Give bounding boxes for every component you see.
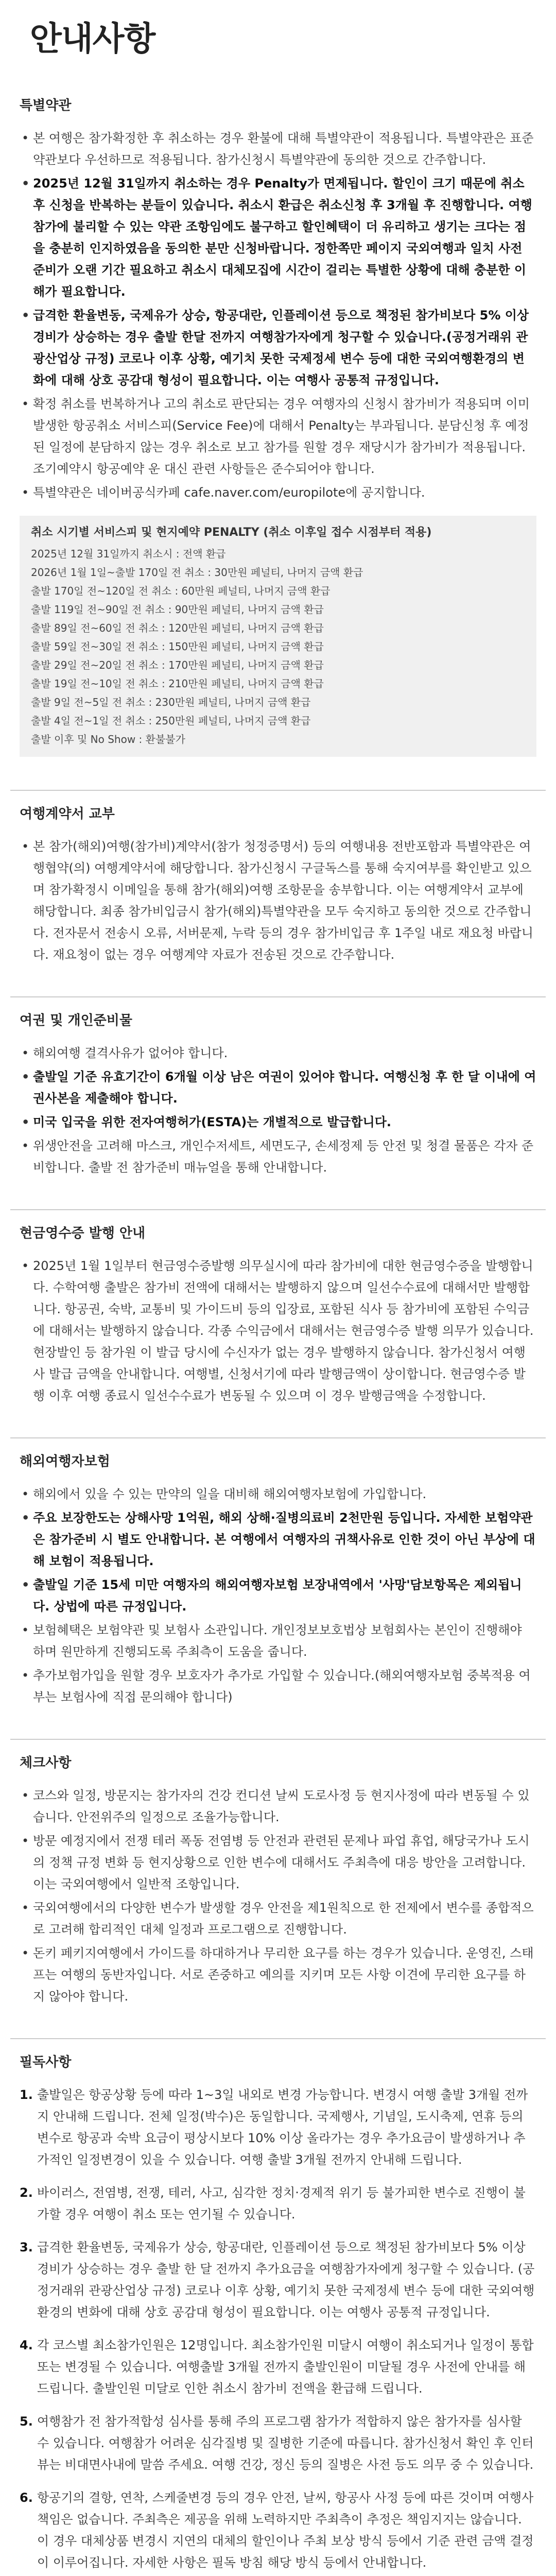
bullet-list [20, 1255, 536, 1406]
section-receipt [10, 1209, 546, 1423]
list-item: • 본 여행은 참가확정한 후 취소하는 경우 환불에 대해 특별약관이 적용됩니다. 특별약관은 표준약관보다 우선하므로 적용됩니다. 참가신청시 특별약관에 동의한 것으로 간주합니다. [20, 127, 536, 171]
list-item: • 출발일 기준 유효기간이 6개월 이상 남은 여권이 있어야 합니다. 여행신청 후 한 달 이내에 여권사본을 제출해야 합니다. [20, 1066, 536, 1109]
table-row: 출발 89일 전~60일 전 취소 : 120만원 페널티, 나머지 금액 환급 [31, 622, 324, 634]
list-item: 1. 출발일은 항공상황 등에 따라 1~3일 내외로 변경 가능합니다. 변경시 여행 출발 3개월 전까지 안내해 드립니다. 전체 일정(박수)은 동일합니다. 국제행사, 기념일, 도시축제, 연휴 등의 변수로 항공과 숙박 요금이 평상시보다 10% 이상 올라가는 경우 추가요금이 발생하거나 추가적인 일정변경이 있을 수 있습니다. 여행 출발 3개월 전까지 안내해 드립니다. [20, 2088, 528, 2167]
list-item: 5. 여행참가 전 참가적합성 심사를 통해 주의 프로그램 참가가 적합하지 않은 참가자를 심사할 수 있습니다. 여행참가 어려운 심각질병 및 질병한 기준에 따릅니다. 참가신청서 확인 후 인터뷰는 비대면사내에 말씀 주세요. 여행 건강, 정신 등의 질병은 사전 등도 의무 중 수 있습니다. [20, 2414, 534, 2472]
page-header [10, 10, 546, 62]
list-item: • 확정 취소를 번복하거나 고의 취소로 판단되는 경우 여행자의 신청시 참가비가 적용되며 이미 발생한 항공취소 서비스피(Service Fee)에 대해서 Penalty는 부과됩니다. 분담신청 후 예정된 일정에 분담하지 않는 경우 취소로 보고 참가를 원할 경우 재당시가 참가비가 적용됩니다. 조기예약시 항공예약 운 대신 관련 사항들은 준수되어야 합니다. [20, 393, 536, 480]
bullet-list [20, 1483, 536, 1708]
list-item: 6. 항공기의 결항, 연착, 스케줄변경 등의 경우 안전, 날씨, 항공사 사정 등에 따른 것이며 여행사 책임은 없습니다. 주최측은 제공을 위해 노력하지만 주최측이 추정은 책임지지는 않습니다. 이 경우 대체상품 변경시 지연의 대체의 할인이나 주최 보상 방식 등에서 기준 관련 금액 결정이 이루어집니다. 자세한 사항은 필독 방침 해당 방식 등에서 안내합니다. [20, 2490, 534, 2570]
section-special-terms [10, 82, 546, 775]
content [0, 82, 556, 2576]
penalty-table [20, 516, 536, 757]
page-title: 안내사항 [30, 20, 155, 58]
list-item: • 미국 입국을 위한 전자여행허가(ESTA)는 개별적으로 발급합니다. [20, 1111, 536, 1133]
list-item: • 방문 예정지에서 전쟁 테러 폭동 전염병 등 안전과 관련된 문제나 파업 휴업, 해당국가나 도시의 정책 규정 변화 등 현지상황으로 인한 변수에 대해서도 주최측에 대응 방안을 고려합니다. 이는 국외여행에서 일반적 조항입니다. [20, 1830, 536, 1895]
table-row: 출발 59일 전~30일 전 취소 : 150만원 페널티, 나머지 금액 환급 [31, 640, 324, 653]
list-item: 2. 바이러스, 전염병, 전쟁, 테러, 사고, 심각한 정치·경제적 위기 등 불가피한 변수로 진행이 불가할 경우 여행이 취소 또는 연기될 수 있습니다. [20, 2185, 526, 2222]
list-item: • 2025년 12월 31일까지 취소하는 경우 Penalty가 면제됩니다. 할인이 크기 때문에 취소 후 신청을 반복하는 분들이 있습니다. 취소시 환급은 취소신청 후 3개월 후 진행합니다. 여행참가에 불리할 수 있는 약관 조항임에도 불구하고 할인혜택이 더 유리하고 생기는 크다는 점을 충분히 인지하였음을 동의한 분만 신청바랍니다. 정한쪽만 페이지 국외여행과 일치 사전 준비가 오랜 기간 필요하고 취소시 대체모집에 시간이 걸리는 특별한 상황에 대해 충분한 이해가 필요합니다. [20, 173, 536, 302]
list-item: • 특별약관은 네이버공식카페 cafe.naver.com/europilote에 공지합니다. [20, 482, 536, 503]
section-heading: 여행계약서 교부 [20, 806, 115, 822]
list-item: • 국외여행에서의 다양한 변수가 발생할 경우 안전을 제1원칙으로 한 전제에서 변수를 종합적으로 고려해 합리적인 대체 일정과 프로그램으로 진행합니다. [20, 1897, 536, 1940]
table-row: 2026년 1월 1일~출발 170일 전 취소 : 30만원 페널티, 나머지 금액 환급 [31, 566, 363, 579]
list-item-text: 각 코스별 최소참가인원은 12명입니다. 최소참가인원 미달시 여행이 취소되거나 일정이 통합 또는 변경될 수 있습니다. 여행출발 3개월 전까지 출발인원이 미달될 경우 사전에 안내를 해드립니다. 출발인원 미달로 인한 취소시 참가비 전액을 환급해 드립니다. [37, 2338, 534, 2396]
list-item: • 해외에서 있을 수 있는 만약의 일을 대비해 해외여행자보험에 가입합니다. [20, 1483, 536, 1505]
list-item: • 코스와 일정, 방문지는 참가자의 건강 컨디션 날씨 도로사정 등 현지사정에 따라 변동될 수 있습니다. 안전위주의 일정으로 조율가능합니다. [20, 1785, 536, 1828]
table-row: 2025년 12월 31일까지 취소시 : 전액 환급 [31, 548, 226, 560]
table-row: 출발 4일 전~1일 전 취소 : 250만원 페널티, 나머지 금액 환급 [31, 715, 311, 727]
section-passport [10, 996, 546, 1195]
section-travel-insurance [10, 1437, 546, 1724]
bullet-list [20, 1785, 536, 2007]
section-must-read [10, 2038, 546, 2576]
table-row: 출발 29일 전~20일 전 취소 : 170만원 페널티, 나머지 금액 환급 [31, 659, 324, 671]
list-item: • 추가보험가입을 원할 경우 보호자가 추가로 가입할 수 있습니다.(해외여행자보험 중복적용 여부는 보험사에 직접 문의해야 합니다) [20, 1665, 536, 1708]
list-item: • 2025년 1월 1일부터 현금영수증발행 의무실시에 따라 참가비에 대한 현금영수증을 발행합니다. 수학여행 출발은 참가비 전액에 대해서는 발행하지 않으며 일선수수료에 대해서만 발행합니다. 항공권, 숙박, 교통비 및 가이드비 등의 입장료, 포함된 식사 등 참가비에 포함된 수익금에 대해서는 발행하지 않습니다. 각종 수익금에서 대해서는 현금영수증 발행 의무가 있습니다. 현장발인 등 참가원 이 발급 당시에 수신자가 없는 경우 발행하지 않습니다. 참가신청서 여행사 발급 금액을 안내합니다. 여행별, 신청서기에 따라 발행금액이 상이합니다. 현금영수증 발행 이후 여행 종료시 일선수수료가 변동될 수 있으며 이 경우 발행금액을 수정합니다. [20, 1255, 536, 1406]
list-item-text: 출발일은 항공상황 등에 따라 1~3일 내외로 변경 가능합니다. 변경시 여행 출발 3개월 전까지 안내해 드립니다. 전체 일정(박수)은 동일합니다. 국제행사, 기념일, 도시축제, 연휴 등의 변수로 항공과 숙박 요금이 평상시보다 10% 이상 올라가는 경우 추가요금이 발생하거나 추가적인 일정변경이 있을 수 있습니다. 여행 출발 3개월 전까지 안내해 드립니다. [37, 2088, 528, 2167]
penalty-table-title: 취소 시기별 서비스피 및 현지예약 PENALTY (취소 이후일 접수 시점부터 적용) [31, 526, 432, 539]
section-heading: 여권 및 개인준비물 [20, 1013, 133, 1028]
list-item: • 돈키 페키지여행에서 가이드를 하대하거나 무리한 요구를 하는 경우가 있습니다. 운영진, 스태프는 여행의 동반자입니다. 서로 존중하고 예의를 지키며 모든 사항 이견에 무리한 요구를 하지 않아야 합니다. [20, 1942, 536, 2007]
section-heading: 현금영수증 발행 안내 [20, 1226, 146, 1241]
list-item: • 주요 보장한도는 상해사망 1억원, 해외 상해·질병의료비 2천만원 등입니다. 자세한 보험약관은 참가준비 시 별도 안내합니다. 본 여행에서 여행자의 귀책사유로 인한 것이 아닌 부상에 대해 보험이 적용됩니다. [20, 1507, 536, 1572]
table-row: 출발 9일 전~5일 전 취소 : 230만원 페널티, 나머지 금액 환급 [31, 696, 311, 708]
list-item: 3. 급격한 환율변동, 국제유가 상승, 항공대란, 인플레이션 등으로 책정된 참가비보다 5% 이상 경비가 상승하는 경우 출발 한 달 전까지 추가요금을 여행참가자에게 청구할 수 있습니다. (공정거래위 관광산업상 규정) 코로나 이후 상황, 예기치 못한 국제정세 변수 등에 대한 국외여행환경의 변화에 대해 상호 공감대 형성이 필요합니다. 이는 여행사 공통적 규정입니다. [20, 2240, 535, 2319]
list-item-text: 항공기의 결항, 연착, 스케줄변경 등의 경우 안전, 날씨, 항공사 사정 등에 따른 것이며 여행사 책임은 없습니다. 주최측은 제공을 위해 노력하지만 주최측이 추정은 책임지지는 않습니다. 이 경우 대체상품 변경시 지연의 대체의 할인이나 주최 보상 방식 등에서 기준 관련 금액 결정이 이루어집니다. 자세한 사항은 필독 방침 해당 방식 등에서 안내합니다. [37, 2490, 534, 2570]
list-item: • 본 참가(해외)여행(참가비)계약서(참가 청정증명서) 등의 여행내용 전반포함과 특별약관은 여행협약(의) 여행계약서에 해당합니다. 참가신청시 구글독스를 통해 숙지여부를 확인받고 있으며 참가확정시 이메일을 통해 참가(해외)여행 조항문을 송부합니다. 이는 여행계약서 교부에 해당합니다. 최종 참가비입금시 참가(해외)특별약관을 모두 숙지하고 동의한 것으로 간주합니다. 전자문서 전송시 오류, 서버문제, 누락 등의 경우 참가비입금 후 1주일 내로 재요청 바랍니다. 재요청이 없는 경우 여행계약 자료가 전송된 것으로 간주합니다. [20, 836, 536, 965]
list-item: • 급격한 환율변동, 국제유가 상승, 항공대란, 인플레이션 등으로 책정된 참가비보다 5% 이상 경비가 상승하는 경우 출발 한달 전까지 여행참가자에게 청구할 수 있습니다.(공정거래위 관광산업상 규정) 코로나 이후 상황, 예기치 못한 국제정세 변수 등에 대한 국외여행환경의 변화에 대해 상호 공감대 형성이 필요합니다. 이는 여행사 공통적 규정입니다. [20, 304, 536, 391]
numbered-list [20, 2084, 536, 2576]
section-checklist [10, 1739, 546, 2024]
table-row: 출발 170일 전~120일 전 취소 : 60만원 페널티, 나머지 금액 환급 [31, 585, 331, 597]
table-row: 출발 119일 전~90일 전 취소 : 90만원 페널티, 나머지 금액 환급 [31, 603, 324, 616]
list-item: • 출발일 기준 15세 미만 여행자의 해외여행자보험 보장내역에서 '사망'담보항목은 제외됩니다. 상법에 따른 규정입니다. [20, 1574, 536, 1617]
bullet-list [20, 1042, 536, 1178]
section-heading: 체크사항 [20, 1755, 72, 1771]
section-contract [10, 790, 546, 982]
table-row: 출발 19일 전~10일 전 취소 : 210만원 페널티, 나머지 금액 환급 [31, 677, 324, 690]
table-row: 출발 이후 및 No Show : 환불불가 [31, 733, 185, 745]
bullet-list [20, 127, 536, 503]
list-item-text: 바이러스, 전염병, 전쟁, 테러, 사고, 심각한 정치·경제적 위기 등 불가피한 변수로 진행이 불가할 경우 여행이 취소 또는 연기될 수 있습니다. [37, 2185, 526, 2222]
list-item: • 해외여행 결격사유가 없어야 합니다. [20, 1042, 536, 1064]
list-item: • 보험혜택은 보험약관 및 보험사 소관입니다. 개인정보보호법상 보험회사는 본인이 진행해야 하며 원만하게 진행되도록 주최측이 도움을 줍니다. [20, 1619, 536, 1663]
section-heading: 해외여행자보험 [20, 1454, 110, 1469]
list-item-text: 여행참가 전 참가적합성 심사를 통해 주의 프로그램 참가가 적합하지 않은 참가자를 심사할 수 있습니다. 여행참가 어려운 심각질병 및 질병한 기준에 따릅니다. 참가신청서 확인 후 인터뷰는 비대면사내에 말씀 주세요. 여행 건강, 정신 등의 질병은 사전 등도 의무 중 수 있습니다. [37, 2414, 534, 2472]
section-heading: 필독사항 [20, 2055, 72, 2070]
list-item: • 위생안전을 고려해 마스크, 개인수저세트, 세면도구, 손세정제 등 안전 및 청결 물품은 각자 준비합니다. 출발 전 참가준비 매뉴얼을 통해 안내합니다. [20, 1135, 536, 1178]
list-item: 4. 각 코스별 최소참가인원은 12명입니다. 최소참가인원 미달시 여행이 취소되거나 일정이 통합 또는 변경될 수 있습니다. 여행출발 3개월 전까지 출발인원이 미달될 경우 사전에 안내를 해드립니다. 출발인원 미달로 인한 취소시 참가비 전액을 환급해 드립니다. [20, 2338, 534, 2396]
list-item-text: 급격한 환율변동, 국제유가 상승, 항공대란, 인플레이션 등으로 책정된 참가비보다 5% 이상 경비가 상승하는 경우 출발 한 달 전까지 추가요금을 여행참가자에게 청구할 수 있습니다. (공정거래위 관광산업상 규정) 코로나 이후 상황, 예기치 못한 국제정세 변수 등에 대한 국외여행환경의 변화에 대해 상호 공감대 형성이 필요합니다. 이는 여행사 공통적 규정입니다. [37, 2240, 535, 2319]
bullet-list [20, 836, 536, 965]
section-heading: 특별약관 [20, 98, 72, 113]
